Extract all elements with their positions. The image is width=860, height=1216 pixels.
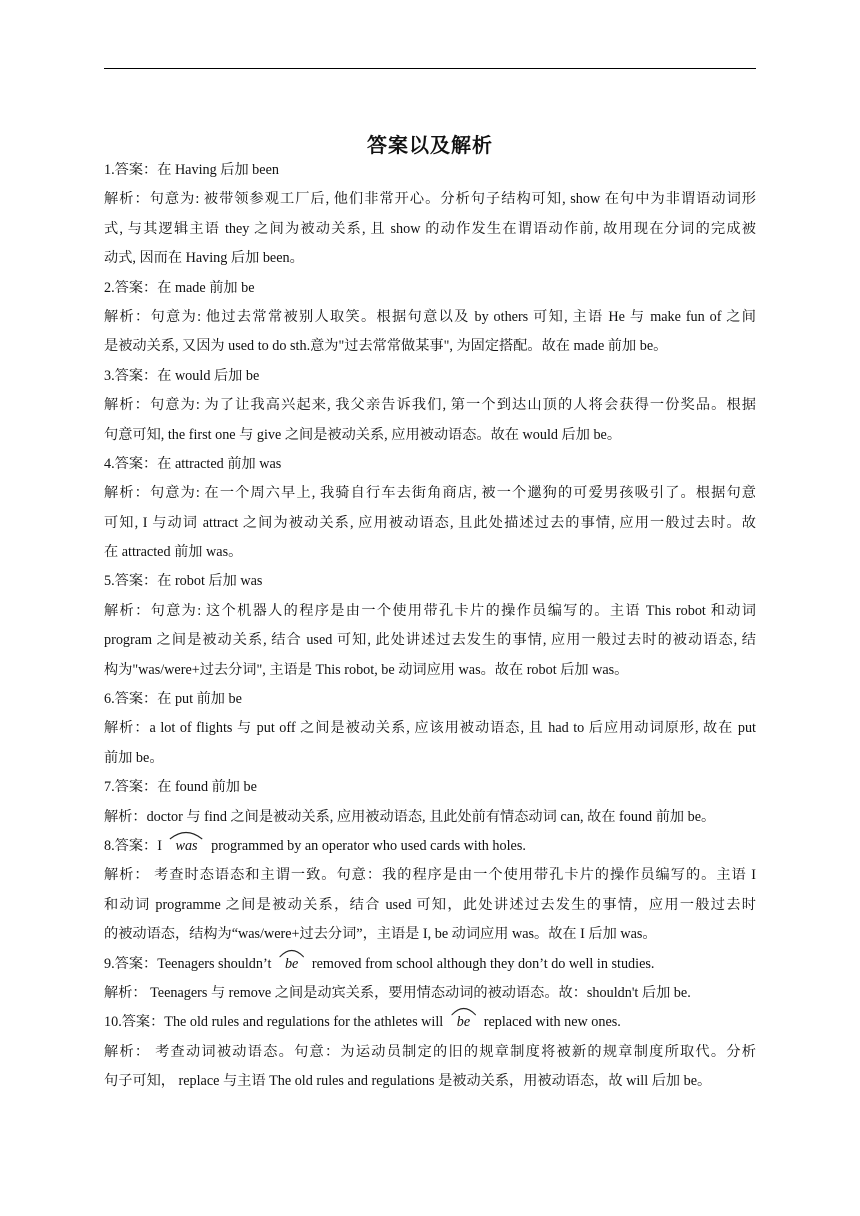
analysis-line: 句子可知， replace 与主语 The old rules and regulations 是被动关系，用被动语态，故 will 后加 be。 — [104, 1073, 712, 1090]
answer-line — [104, 832, 756, 861]
answer-item-8 — [104, 832, 756, 950]
analysis-line: 前加 be。 — [104, 749, 164, 766]
answer-suffix: replaced with new ones. — [483, 1014, 621, 1031]
analysis-line: 是被动关系, 又因为 used to do sth.意为"过去常常做某事", 为固定搭配。故在 made 前加 be。 — [104, 338, 668, 355]
analysis-line: 构为"was/were+过去分词", 主语是 This robot, be 动词应用 was。故在 robot 后加 was。 — [104, 661, 629, 678]
analysis-line: 和动词 programme 之间是被动关系，结合 used 可知，此处讲述过去发生的事情，应用一般过去时 — [104, 896, 756, 913]
answer-prefix: 10.答案：The old rules and regulations for the athletes will — [104, 1014, 444, 1031]
analysis-line: 解析： 考查时态语态和主谓一致。句意：我的程序是由一个使用带孔卡片的操作员编写的。主语 I — [104, 867, 756, 884]
answer-item-7 — [104, 773, 756, 832]
answer-line: 5.答案：在 robot 后加 was — [104, 573, 263, 590]
answer-prefix: 8.答案：I — [104, 837, 162, 854]
analysis-line: 在 attracted 前加 was。 — [104, 544, 243, 561]
analysis-line: 动式, 因而在 Having 后加 been。 — [104, 250, 304, 267]
answer-item-5 — [104, 567, 756, 685]
answer-line: 7.答案：在 found 前加 be — [104, 779, 257, 796]
analysis-line: 的被动语态，结构为“was/were+过去分词”，主语是 I, be 动词应用 was。故在 I 后加 was。 — [104, 926, 657, 943]
arc-mark-icon — [451, 1006, 476, 1016]
answer-item-10 — [104, 1008, 756, 1096]
answer-item-3 — [104, 362, 756, 450]
answer-item-2 — [104, 274, 756, 362]
analysis-line: 解析： Teenagers 与 remove 之间是动宾关系，要用情态动词的被动语态。故：shouldn't 后加 be. — [104, 984, 691, 1001]
analysis-line: 式, 与其逻辑主语 they 之间为被动关系, 且 show 的动作发生在谓语动作前, 故用现在分词的完成被 — [104, 220, 756, 237]
answer-list — [104, 156, 756, 1097]
answer-item-4 — [104, 450, 756, 568]
analysis-line: 解析：句意为: 在一个周六早上, 我骑自行车去街角商店, 被一个邋狗的可爱男孩吸引了。根据句意 — [104, 485, 756, 502]
analysis-line: 解析：a lot of flights 与 put off 之间是被动关系, 应该用被动语态, 且 had to 后应用动词原形, 故在 put — [104, 720, 756, 737]
answer-line: 6.答案：在 put 前加 be — [104, 691, 242, 708]
page-title: 答案以及解析 — [367, 133, 493, 157]
answer-suffix: removed from school although they don’t do well in studies. — [311, 955, 655, 972]
arc-mark-icon — [169, 830, 203, 840]
analysis-line: 句意可知, the first one 与 give 之间是被动关系, 应用被动语态。故在 would 后加 be。 — [104, 426, 622, 443]
inserted-word: be — [284, 955, 299, 972]
analysis-line: 解析：句意为: 这个机器人的程序是由一个使用带孔卡片的操作员编写的。主语 This robot 和动词 — [104, 602, 756, 619]
analysis-line: 解析：doctor 与 find 之间是被动关系, 应用被动语态, 且此处前有情态动词 can, 故在 found 前加 be。 — [104, 808, 716, 825]
analysis-line: 解析：句意为: 被带领参观工厂后, 他们非常开心。分析句子结构可知, show 在句中为非谓语动词形 — [104, 191, 756, 208]
header-rule — [104, 68, 756, 69]
answer-line: 1.答案：在 Having 后加 been — [104, 162, 279, 178]
answer-line: 2.答案：在 made 前加 be — [104, 279, 255, 296]
inserted-word: was — [175, 837, 198, 854]
answer-line — [104, 950, 756, 979]
answer-item-6 — [104, 685, 756, 773]
answer-line: 3.答案：在 would 后加 be — [104, 367, 260, 384]
arc-mark-icon — [279, 948, 304, 958]
answer-line — [104, 1008, 756, 1037]
analysis-line: 解析：句意为: 为了让我高兴起来, 我父亲告诉我们, 第一个到达山顶的人将会获得一份奖品。根据 — [104, 397, 756, 414]
analysis-line: 可知, I 与动词 attract 之间为被动关系, 应用被动语态, 且此处描述过去的事情, 应用一般过去时。故 — [104, 514, 756, 531]
answer-item-1 — [104, 156, 756, 274]
insertion-mark — [279, 950, 304, 979]
analysis-line: 解析： 考查动词被动语态。句意：为运动员制定的旧的规章制度将被新的规章制度所取代。分析 — [104, 1043, 756, 1060]
answer-suffix: programmed by an operator who used cards with holes. — [211, 837, 526, 854]
answer-item-9 — [104, 950, 756, 1009]
analysis-line: 解析：句意为: 他过去常常被别人取笑。根据句意以及 by others 可知, 主语 He 与 make fun of 之间 — [104, 308, 756, 325]
analysis-line: program 之间是被动关系, 结合 used 可知, 此处讲述过去发生的事情, 应用一般过去时的被动语态, 结 — [104, 632, 756, 649]
answer-prefix: 9.答案：Teenagers shouldn’t — [104, 955, 272, 972]
insertion-mark — [451, 1008, 476, 1037]
answer-line: 4.答案：在 attracted 前加 was — [104, 455, 282, 472]
insertion-mark — [169, 832, 203, 861]
inserted-word: be — [456, 1014, 471, 1031]
